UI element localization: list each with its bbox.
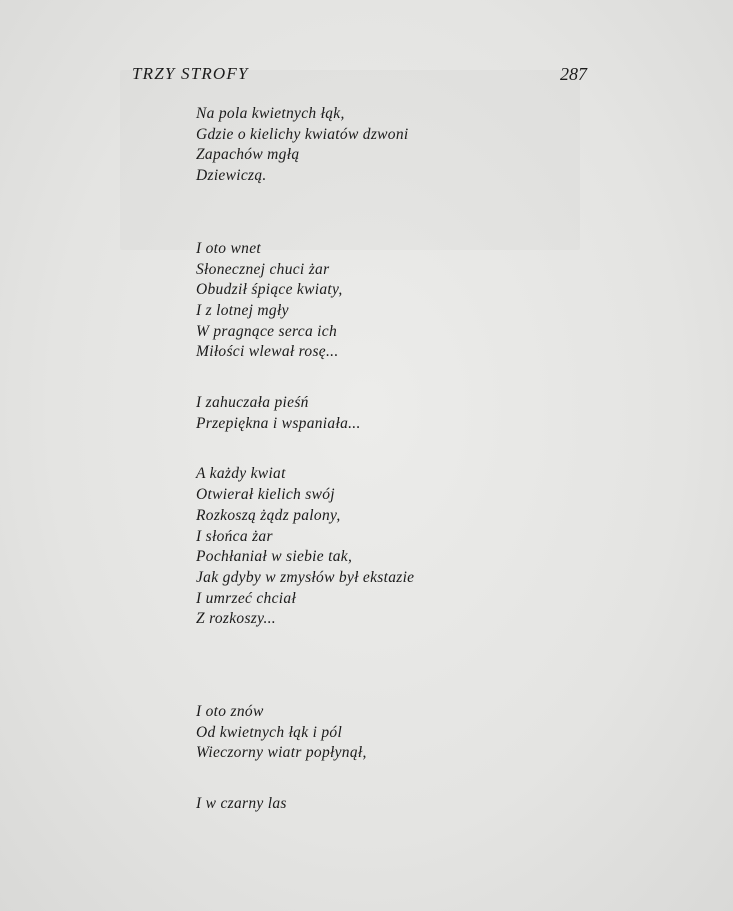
poem-line: Gdzie o kielichy kwiatów dzwoni: [196, 125, 409, 143]
poem-line: I z lotnej mgły: [196, 301, 289, 319]
poem-line: Słonecznej chuci żar: [196, 260, 330, 278]
stanza-3: [196, 393, 596, 434]
page-number: 287: [560, 64, 587, 84]
poem-line: I oto wnet: [196, 239, 261, 257]
poem-line: I umrzeć chciał: [196, 589, 297, 607]
running-title: TRZY STROFY: [132, 64, 249, 83]
stanza-gap: [196, 434, 596, 464]
poem-line: Przepiękna i wspaniała...: [196, 414, 361, 432]
poem-line: I zahuczała pieśń: [196, 394, 309, 412]
stanza-5: [196, 702, 596, 764]
poem-line: I w czarny las: [196, 795, 287, 813]
poem-line: Od kwietnych łąk i pól: [196, 723, 343, 741]
poem-line: Otwierał kielich swój: [196, 486, 335, 504]
stanza-gap: [196, 187, 596, 239]
poem-line: I oto znów: [196, 703, 264, 721]
poem-line: Jak gdyby w zmysłów był ekstazie: [196, 568, 415, 586]
stanza-1: [196, 104, 596, 187]
stanza-gap: [196, 764, 596, 794]
stanza-gap: [196, 363, 596, 393]
poem-line: Na pola kwietnych łąk,: [196, 105, 345, 122]
poem-line: Miłości wlewał rosę...: [196, 343, 339, 361]
poem-line: Wieczorny wiatr popłynął,: [196, 744, 367, 762]
stanza-6: [196, 794, 596, 815]
stanza-gap: [196, 630, 596, 702]
poem-line: A każdy kwiat: [196, 465, 286, 483]
poem-line: Z rozkoszy...: [196, 610, 276, 628]
stanza-4: [196, 464, 596, 630]
poem-line: Dziewiczą.: [196, 167, 267, 185]
poem-text: [196, 104, 596, 815]
page-header: [132, 64, 587, 88]
stanza-2: [196, 239, 596, 363]
poem-line: Pochłaniał w siebie tak,: [196, 548, 353, 566]
poem-line: Zapachów mgłą: [196, 146, 300, 164]
poem-line: I słońca żar: [196, 527, 273, 545]
poem-line: W pragnące serca ich: [196, 322, 338, 340]
poem-line: Obudził śpiące kwiaty,: [196, 281, 343, 299]
poem-line: Rozkoszą żądz palony,: [196, 506, 341, 524]
